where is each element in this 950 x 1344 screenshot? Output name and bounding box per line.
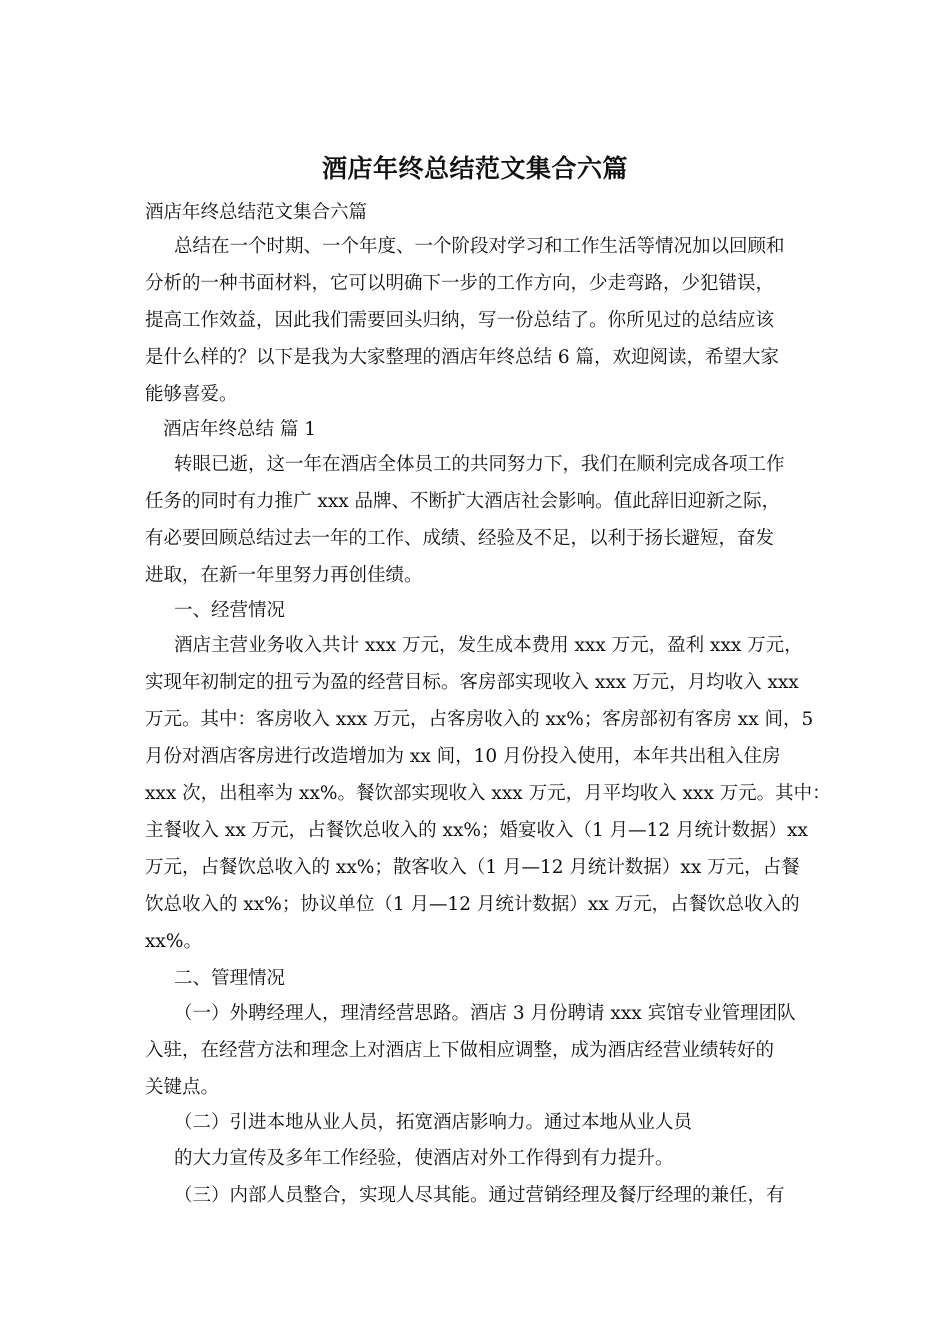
text-line: 分析的一种书面材料，它可以明确下一步的工作方向，少走弯路，少犯错误， (145, 273, 775, 294)
text-line: xx%。 (145, 931, 202, 952)
document-title: 酒店年终总结范文集合六篇 (321, 154, 628, 183)
text-line: 酒店主营业务收入共计 xxx 万元，发生成本费用 xxx 万元，盈利 xxx 万元， (174, 635, 803, 656)
text-line: （一）外聘经理人，理清经营思路。酒店 3 月份聘请 xxx 宾馆专业管理团队 (174, 1003, 796, 1024)
subtitle-line: 酒店年终总结范文集合六篇 (145, 202, 368, 223)
text-line: 月份对酒店客房进行改造增加为 xx 间，10 月份投入使用，本年共出租入住房 (145, 746, 781, 767)
text-line: 主餐收入 xx 万元，占餐饮总收入的 xx%；婚宴收入（1 月—12 月统计数据）xx (145, 820, 808, 841)
text-line: （三）内部人员整合，实现人尽其能。通过营销经理及餐厅经理的兼任，有 (174, 1185, 785, 1206)
text-line: 实现年初制定的扭亏为盈的经营目标。客房部实现收入 xxx 万元，月均收入 xxx (145, 672, 799, 693)
text-line: xxx 次，出租率为 xx%。餐饮部实现收入 xxx 万元，月平均收入 xxx 万元。其中： (145, 783, 831, 804)
text-line: 能够喜爱。 (145, 384, 238, 405)
text-line: 的大力宣传及多年工作经验，使酒店对外工作得到有力提升。 (174, 1148, 674, 1169)
text-line: 万元。其中：客房收入 xxx 万元，占客房收入的 xx%；客房部初有客房 xx 间，5 (145, 709, 814, 730)
section-heading: 酒店年终总结 篇 1 (163, 419, 317, 440)
text-line: 任务的同时有力推广 xxx 品牌、不断扩大酒店社会影响。值此辞旧迎新之际， (145, 491, 781, 512)
section-heading: 二、管理情况 (174, 968, 286, 989)
text-line: 进取，在新一年里努力再创佳绩。 (145, 565, 423, 586)
text-line: 万元，占餐饮总收入的 xx%；散客收入（1 月—12 月统计数据）xx 万元，占餐 (145, 857, 800, 878)
text-line: 总结在一个时期、一个年度、一个阶段对学习和工作生活等情况加以回顾和 (174, 236, 785, 257)
section-heading: 一、经营情况 (174, 600, 286, 621)
text-line: 饮总收入的 xx%；协议单位（1 月—12 月统计数据）xx 万元，占餐饮总收入的 (145, 894, 800, 915)
text-line: 是什么样的？以下是我为大家整理的酒店年终总结 6 篇，欢迎阅读，希望大家 (145, 347, 780, 368)
text-line: （二）引进本地从业人员，拓宽酒店影响力。通过本地从业人员 (174, 1112, 693, 1133)
text-line: 入驻，在经营方法和理念上对酒店上下做相应调整，成为酒店经营业绩转好的 (145, 1040, 775, 1061)
text-line: 有必要回顾总结过去一年的工作、成绩、经验及不足，以利于扬长避短，奋发 (145, 528, 775, 549)
text-line: 转眼已逝，这一年在酒店全体员工的共同努力下，我们在顺利完成各项工作 (174, 454, 785, 475)
text-line: 关键点。 (145, 1077, 220, 1098)
text-line: 提高工作效益，因此我们需要回头归纳，写一份总结了。你所见过的总结应该 (145, 310, 775, 331)
